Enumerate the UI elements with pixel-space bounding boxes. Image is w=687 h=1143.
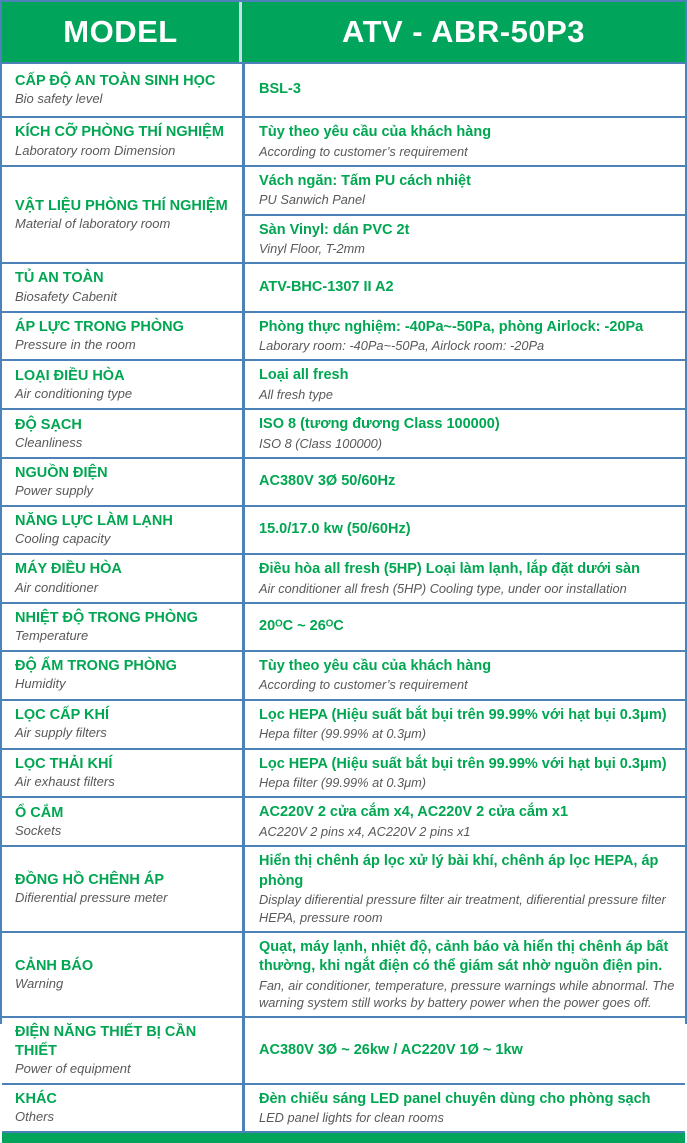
spec-value: [245, 118, 685, 165]
spec-value-en: According to customer’s requirement: [259, 677, 468, 693]
spec-value-en: Display difierential pressure filter air treatment, difierential pressure filter HEPA, pressure room: [259, 892, 666, 925]
spec-value: [245, 798, 685, 845]
spec-label-en: Others: [15, 1109, 55, 1125]
spec-label-en: Cleanliness: [15, 434, 83, 450]
spec-value-vi: AC380V 3Ø 50/60Hz: [259, 473, 396, 490]
spec-label-vi: MÁY ĐIỀU HÒA: [15, 561, 122, 578]
spec-value-cell: [242, 750, 685, 797]
spec-label-cell: [2, 847, 242, 931]
spec-label-en: Humidity: [15, 676, 66, 692]
spec-value: [245, 701, 685, 748]
spec-value-cell: [242, 798, 685, 845]
spec-value: [245, 214, 685, 263]
spec-value-vi: Lọc HEPA (Hiệu suất bắt bụi trên 99.99% với hạt bụi 0.3μm): [259, 755, 667, 772]
spec-value-en: ISO 8 (Class 100000): [259, 435, 383, 451]
spec-row: [2, 62, 685, 116]
spec-label-vi: Ổ CẮM: [15, 804, 64, 821]
spec-label-cell: [2, 167, 242, 263]
spec-value: [245, 750, 685, 797]
spec-value-vi: Lọc HEPA (Hiệu suất bắt bụi trên 99.99% với hạt bụi 0.3μm): [259, 706, 667, 723]
spec-row: [2, 165, 685, 263]
spec-value-en: Hepa filter (99.99% at 0.3μm): [259, 726, 427, 742]
spec-value-en: Fan, air conditioner, temperature, pressure warnings while abnormal. The warning system still works by battery power when the power goes off.: [259, 977, 675, 1011]
spec-value-vi: Loại all fresh: [259, 367, 349, 384]
spec-value-vi: Hiển thị chênh áp lọc xử lý bài khí, chênh áp lọc HEPA, áp phòng: [259, 853, 659, 889]
spec-row: [2, 699, 685, 748]
spec-value: [245, 652, 685, 699]
spec-value-cell: [242, 64, 685, 116]
spec-label-cell: [2, 1085, 242, 1132]
spec-value-cell: [242, 1085, 685, 1132]
spec-value: [245, 264, 685, 310]
spec-label-en: Temperature: [15, 627, 89, 643]
spec-value: [245, 507, 685, 553]
spec-label-vi: LỌC CẤP KHÍ: [15, 707, 109, 724]
spec-label-en: Air conditioning type: [15, 385, 133, 401]
spec-label-cell: [2, 507, 242, 553]
spec-label-cell: [2, 361, 242, 408]
spec-label-en: Air exhaust filters: [15, 774, 115, 790]
spec-value-cell: [242, 118, 685, 165]
spec-value-cell: [242, 555, 685, 602]
spec-label-cell: [2, 798, 242, 845]
spec-label-vi: TỦ AN TOÀN: [15, 270, 104, 287]
spec-row: [2, 262, 685, 310]
spec-value-cell: [242, 701, 685, 748]
spec-label-vi: ÁP LỰC TRONG PHÒNG: [15, 318, 184, 335]
spec-value-cell: [242, 1018, 685, 1082]
spec-value-vi: Tùy theo yêu cầu của khách hàng: [259, 657, 492, 674]
spec-row: [2, 553, 685, 602]
spec-row: [2, 748, 685, 797]
spec-label-en: Power of equipment: [15, 1060, 131, 1076]
spec-row: [2, 650, 685, 699]
spec-label-vi: LỌC THẢI KHÍ: [15, 755, 113, 772]
spec-label-vi: VẬT LIỆU PHÒNG THÍ NGHIỆM: [15, 197, 228, 214]
spec-value: [245, 410, 685, 457]
spec-value-vi: AC220V 2 cửa cắm x4, AC220V 2 cửa cắm x1: [259, 804, 569, 821]
spec-label-vi: NGUỒN ĐIỆN: [15, 464, 108, 481]
spec-row: [2, 796, 685, 845]
spec-value-vi: 20ᴼC ~ 26ᴼC: [259, 618, 344, 635]
spec-value-vi: BSL-3: [259, 81, 301, 98]
spec-label-en: Bio safety level: [15, 91, 103, 107]
spec-label-vi: NHIỆT ĐỘ TRONG PHÒNG: [15, 609, 198, 626]
spec-value: [245, 1085, 685, 1132]
spec-label-en: Laboratory room Dimension: [15, 142, 176, 158]
spec-value: [245, 64, 685, 116]
spec-value-cell: [242, 604, 685, 650]
spec-label-vi: ĐỘ ẨM TRONG PHÒNG: [15, 658, 177, 675]
spec-row: [2, 116, 685, 165]
spec-label-vi: NĂNG LỰC LÀM LẠNH: [15, 513, 173, 529]
spec-label-vi: KÍCH CỠ PHÒNG THÍ NGHIỆM: [15, 124, 224, 141]
spec-label-cell: [2, 264, 242, 310]
spec-label-vi: LOẠI ĐIỀU HÒA: [15, 367, 125, 384]
spec-row: [2, 457, 685, 505]
spec-label-en: Material of laboratory room: [15, 215, 171, 231]
spec-row: [2, 311, 685, 360]
spec-value: [245, 555, 685, 602]
model-header-label: MODEL: [63, 14, 178, 49]
spec-value-en: AC220V 2 pins x4, AC220V 2 pins x1: [259, 823, 471, 839]
spec-value-vi: Phòng thực nghiệm: -40Pa~-50Pa, phòng Airlock: -20Pa: [259, 318, 644, 335]
spec-row: [2, 505, 685, 553]
spec-label-vi: CẤP ĐỘ AN TOÀN SINH HỌC: [15, 72, 216, 89]
spec-value-cell: [242, 933, 685, 1017]
spec-row: [2, 845, 685, 931]
spec-value-vi: ATV-BHC-1307 II A2: [259, 278, 394, 295]
spec-value-vi: Điều hòa all fresh (5HP) Loại làm lạnh, lắp đặt dưới sàn: [259, 561, 640, 578]
spec-label-en: Pressure in the room: [15, 337, 136, 353]
spec-row: [2, 602, 685, 650]
spec-row: [2, 931, 685, 1017]
table-header: [2, 2, 685, 62]
spec-value: [245, 313, 685, 360]
spec-value-vi: ISO 8 (tương đương Class 100000): [259, 416, 500, 433]
spec-label-en: Biosafety Cabenit: [15, 288, 117, 304]
spec-label-en: Power supply: [15, 483, 94, 499]
spec-label-cell: [2, 410, 242, 457]
spec-value-vi: Quạt, máy lạnh, nhiệt độ, cảnh báo và hiển thị chênh áp bất thường, khi ngắt điện có thể giám sát nhờ nguồn điện pin.: [259, 938, 669, 975]
spec-value-vi: Vách ngăn: Tấm PU cách nhiệt: [259, 172, 471, 189]
spec-row: [2, 1016, 685, 1082]
spec-label-cell: [2, 118, 242, 165]
spec-label-cell: [2, 933, 242, 1017]
spec-value-en: PU Sanwich Panel: [259, 192, 365, 208]
spec-value-en: According to customer’s requirement: [259, 143, 468, 159]
spec-value: [245, 847, 685, 931]
spec-value-vi: Tùy theo yêu cầu của khách hàng: [259, 124, 492, 140]
spec-row: [2, 408, 685, 457]
spec-label-cell: [2, 459, 242, 505]
spec-row: [2, 359, 685, 408]
spec-value-en: LED panel lights for clean rooms: [259, 1110, 444, 1126]
spec-label-cell: [2, 701, 242, 748]
spec-value-vi: Sàn Vinyl: dán PVC 2t: [259, 221, 410, 238]
spec-value-cell: [242, 847, 685, 931]
spec-value-cell: [242, 264, 685, 310]
model-header-cell: [2, 2, 242, 62]
spec-value-en: All fresh type: [259, 386, 333, 402]
spec-label-cell: [2, 555, 242, 602]
spec-value-en: Hepa filter (99.99% at 0.3μm): [259, 775, 427, 791]
spec-value-en: Vinyl Floor, T-2mm: [259, 241, 365, 257]
spec-label-en: Warning: [15, 975, 64, 991]
spec-value-cell: [242, 313, 685, 360]
spec-value-cell: [242, 167, 685, 263]
spec-value-en: Laborary room: -40Pa~-50Pa, Airlock room: -20Pa: [259, 338, 545, 354]
spec-label-cell: [2, 750, 242, 797]
spec-label-vi: ĐIỆN NĂNG THIẾT BỊ CẦN THIẾT: [15, 1024, 197, 1059]
spec-value-cell: [242, 652, 685, 699]
spec-label-cell: [2, 604, 242, 650]
spec-value: [245, 604, 685, 650]
spec-label-en: Difierential pressure meter: [15, 890, 168, 906]
spec-value: [245, 1018, 685, 1082]
spec-label-en: Air conditioner: [15, 579, 99, 595]
spec-label-vi: ĐỘ SẠCH: [15, 416, 82, 433]
spec-label-cell: [2, 1018, 242, 1082]
spec-label-en: Cooling capacity: [15, 531, 111, 547]
spec-value-en: Air conditioner all fresh (5HP) Cooling type, under oor installation: [259, 580, 627, 596]
spec-value-cell: [242, 459, 685, 505]
footer-bar: [2, 1131, 685, 1143]
model-number-cell: [242, 2, 685, 62]
model-number: ATV - ABR-50P3: [342, 14, 585, 49]
spec-value: [245, 459, 685, 505]
spec-label-cell: [2, 64, 242, 116]
spec-value-vi: AC380V 3Ø ~ 26kw / AC220V 1Ø ~ 1kw: [259, 1041, 523, 1058]
spec-value: [245, 361, 685, 408]
spec-label-cell: [2, 313, 242, 360]
spec-value-vi: Đèn chiếu sáng LED panel chuyên dùng cho phòng sạch: [259, 1090, 651, 1107]
spec-value-cell: [242, 507, 685, 553]
spec-label-vi: ĐỒNG HỒ CHÊNH ÁP: [15, 871, 165, 888]
spec-label-vi: CẢNH BÁO: [15, 957, 94, 974]
spec-value: [245, 167, 685, 214]
spec-label-cell: [2, 652, 242, 699]
spec-value-vi: 15.0/17.0 kw (50/60Hz): [259, 521, 411, 538]
spec-value-cell: [242, 361, 685, 408]
spec-value-cell: [242, 410, 685, 457]
spec-label-en: Air supply filters: [15, 725, 107, 741]
spec-value: [245, 933, 685, 1017]
spec-label-vi: KHÁC: [15, 1091, 57, 1108]
spec-label-en: Sockets: [15, 822, 62, 838]
spec-row: [2, 1083, 685, 1132]
